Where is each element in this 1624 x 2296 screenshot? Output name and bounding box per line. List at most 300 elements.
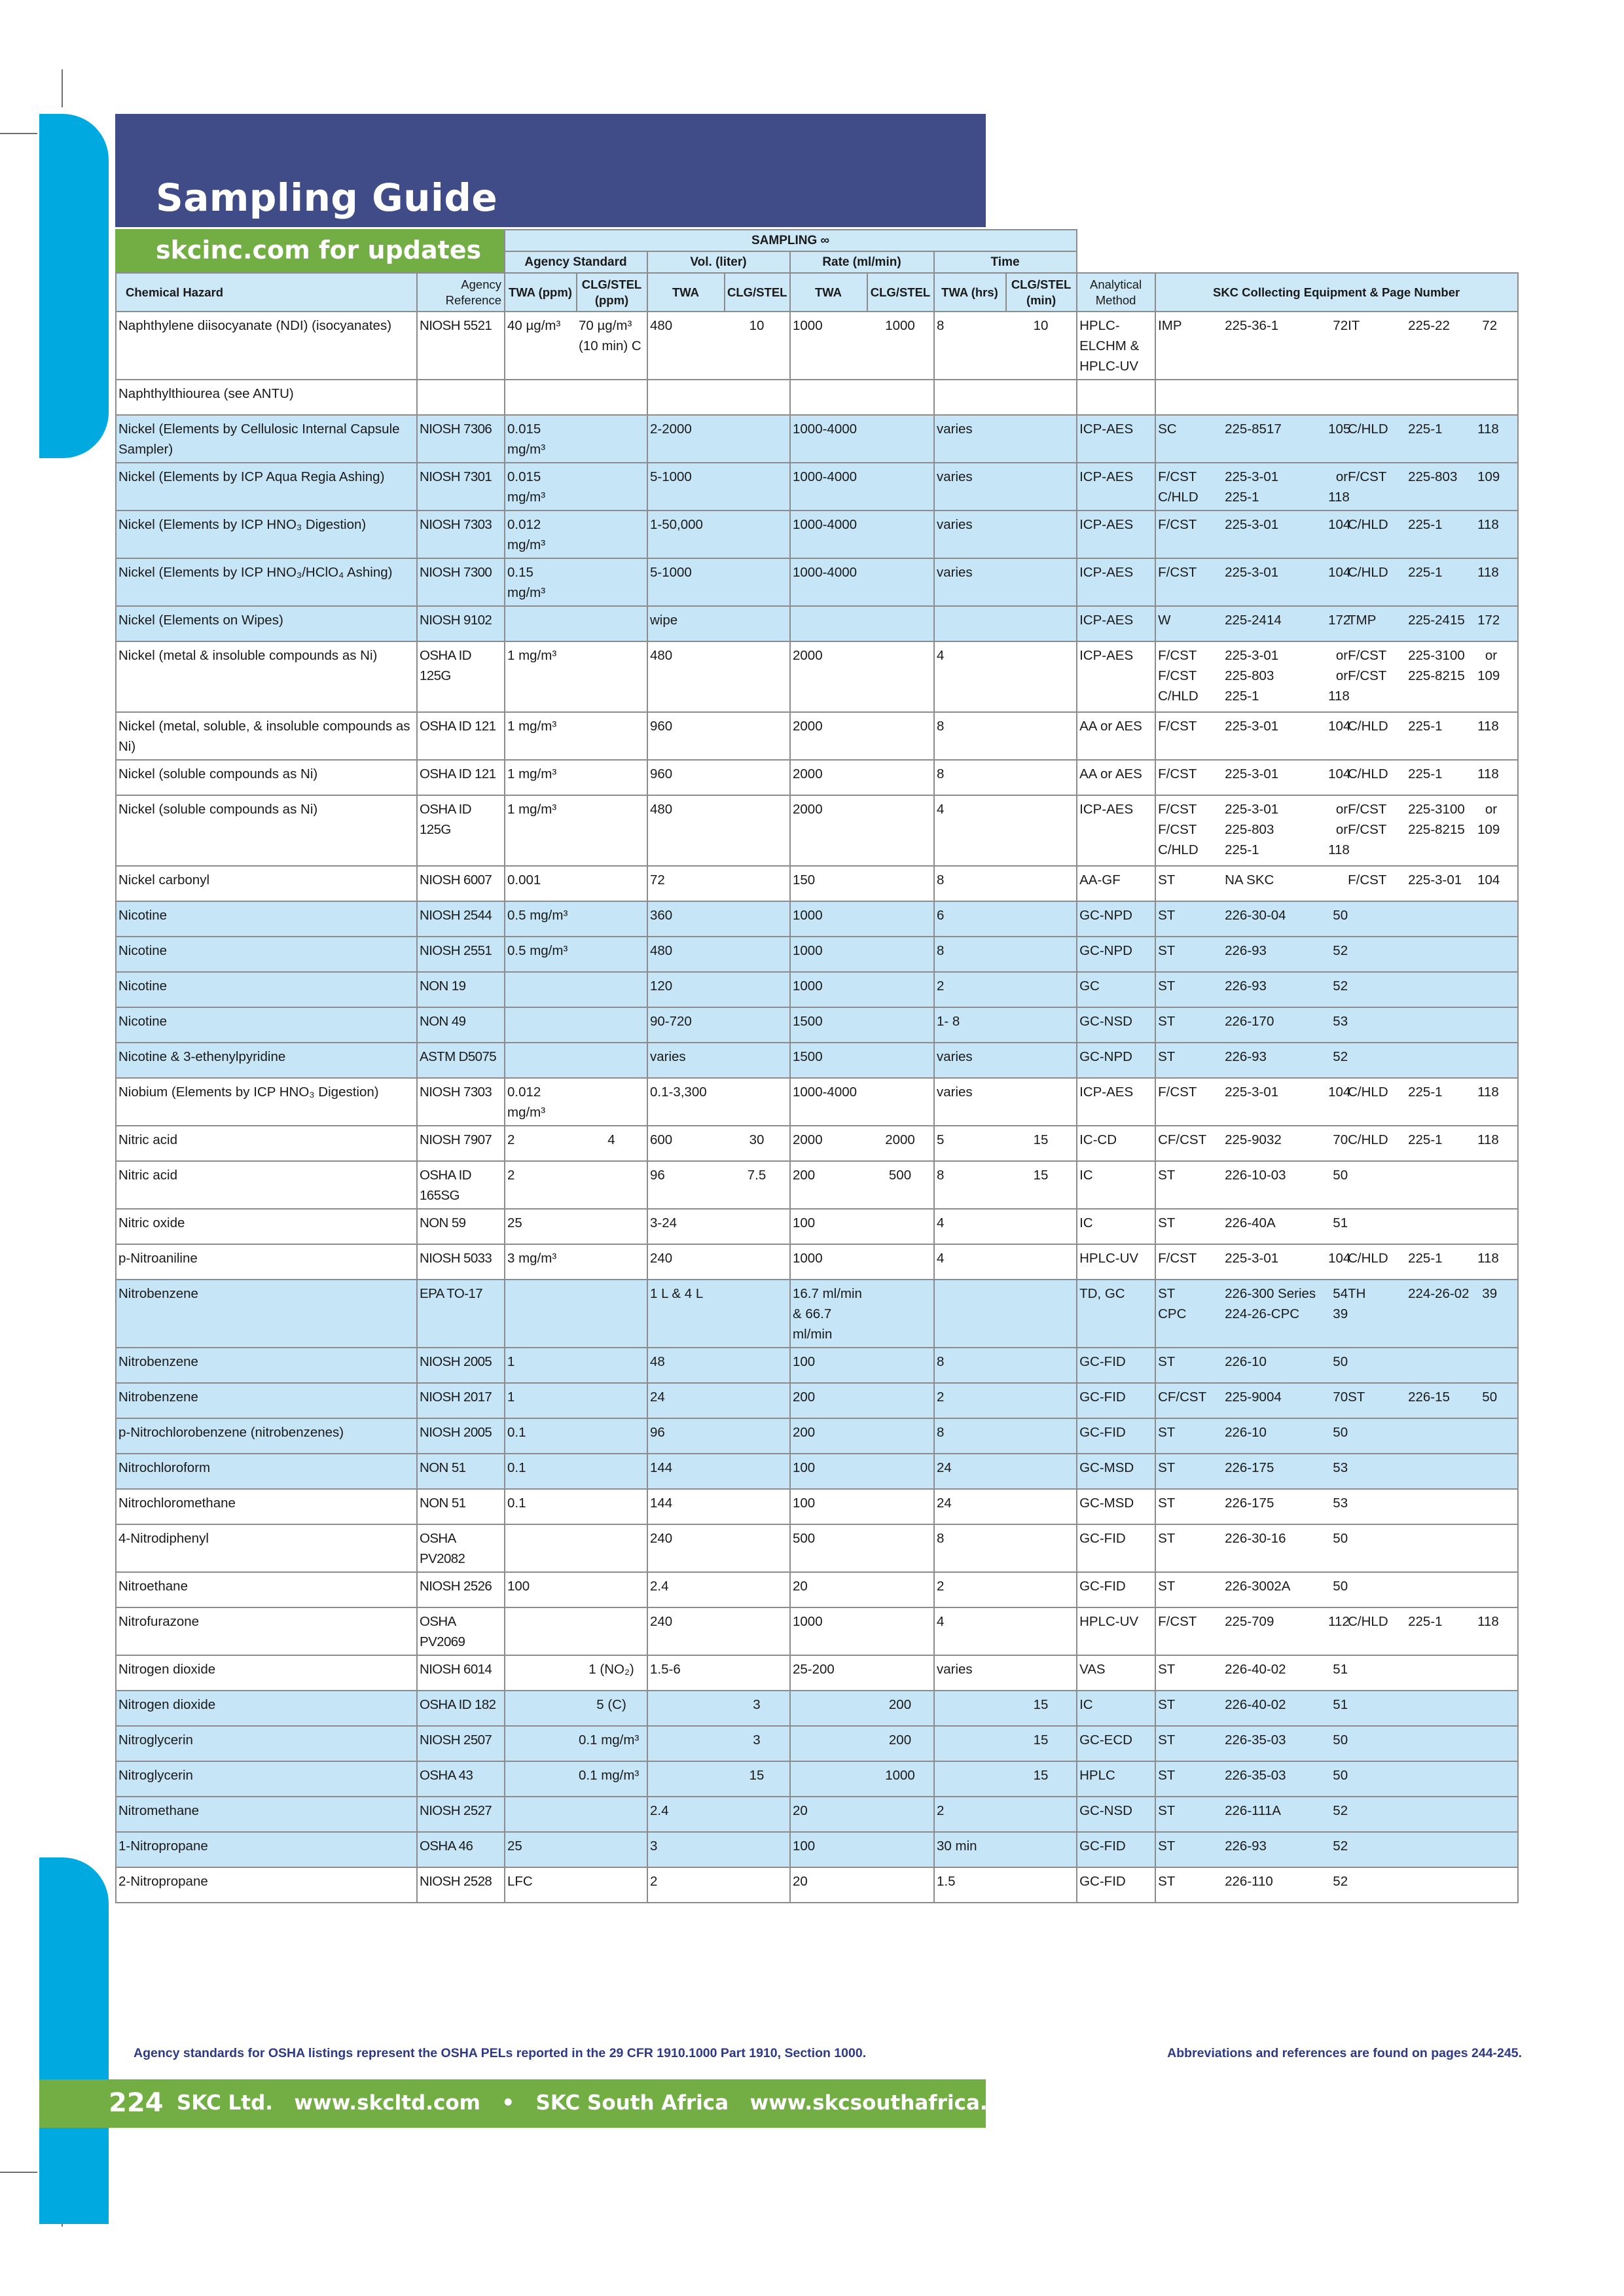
rate-clg-cell xyxy=(867,415,934,463)
time-twa-cell xyxy=(934,866,1006,901)
rate-clg-cell xyxy=(867,1524,934,1572)
skc-equipment-part xyxy=(1348,1352,1408,1372)
skc-equipment-part: 50 xyxy=(1333,1579,1348,1594)
time-twa-value: varies xyxy=(937,1085,973,1100)
time-twa-cell xyxy=(934,511,1006,558)
rate-twa-cell xyxy=(790,1043,867,1078)
skc-equipment-part: 226-10 xyxy=(1225,1425,1267,1440)
agency-standard-twa-cell xyxy=(505,1726,577,1761)
rate-clg-cell xyxy=(867,795,934,866)
skc-equipment-line xyxy=(1158,941,1511,961)
skc-equipment-part: ST xyxy=(1158,1496,1176,1511)
skc-equipment-cell xyxy=(1155,1832,1518,1867)
time-twa-value: 30 min xyxy=(937,1839,977,1854)
agency-standard-header: Agency Standard xyxy=(505,251,647,273)
volume-clg-cell xyxy=(725,1280,790,1348)
volume-twa-value: 48 xyxy=(650,1354,665,1369)
agency-standard-twa-cell xyxy=(505,1572,577,1607)
skc-equipment-part: 50 xyxy=(1333,1531,1348,1546)
agency-standard-twa-cell xyxy=(505,1761,577,1797)
skc-equipment-part xyxy=(1328,870,1348,890)
col-chemical-hazard: Chemical Hazard xyxy=(126,285,224,299)
rate-twa-value: 1000 xyxy=(793,318,823,333)
time-clg-cell xyxy=(1006,1209,1077,1244)
agency-reference-cell: NIOSH 2544 xyxy=(417,901,505,937)
skc-equipment-line xyxy=(1158,1458,1511,1478)
col-vol-twa: TWA xyxy=(672,285,700,299)
skc-equipment-line xyxy=(1158,840,1511,860)
col-vol-clg: CLG/STEL xyxy=(727,285,787,299)
volume-twa-value: 240 xyxy=(650,1251,673,1266)
skc-equipment-line xyxy=(1158,1082,1511,1102)
skc-equipment-part: 226-35-03 xyxy=(1225,1732,1286,1748)
skc-equipment-part xyxy=(1477,1422,1497,1443)
skc-equipment-part xyxy=(1348,1528,1408,1549)
skc-equipment-part: F/CST xyxy=(1158,766,1197,781)
agency-standard-clg-cell xyxy=(577,415,647,463)
volume-twa-cell xyxy=(647,463,725,511)
volume-clg-cell xyxy=(725,1454,790,1489)
skc-equipment-cell xyxy=(1155,1524,1518,1572)
skc-equipment-part xyxy=(1477,1730,1497,1750)
analytical-method-cell: VAS xyxy=(1077,1655,1155,1691)
volume-clg-cell xyxy=(725,463,790,511)
skc-equipment-part: 225-9004 xyxy=(1225,1390,1282,1405)
time-clg-cell xyxy=(1006,1726,1077,1761)
table-row xyxy=(116,1797,1518,1832)
agency-standard-twa-cell xyxy=(505,463,577,511)
volume-twa-cell xyxy=(647,1454,725,1489)
volume-twa-value: 72 xyxy=(650,872,665,888)
time-twa-cell xyxy=(934,1078,1006,1126)
chemical-hazard-cell: 2-Nitropropane xyxy=(116,1867,417,1903)
time-twa-cell xyxy=(934,641,1006,712)
skc-equipment-part xyxy=(1408,976,1477,996)
table-row xyxy=(116,1572,1518,1607)
skc-equipment-part: ST xyxy=(1158,943,1176,958)
rate-twa-cell xyxy=(790,380,867,415)
skc-equipment-part: 225-3-01 xyxy=(1225,1251,1279,1266)
time-clg-cell xyxy=(1006,1454,1077,1489)
volume-twa-cell xyxy=(647,1078,725,1126)
agency-reference-cell: NIOSH 2017 xyxy=(417,1383,505,1418)
agency-standard-twa-value: 0.012 mg/m³ xyxy=(507,517,546,552)
time-twa-cell xyxy=(934,1209,1006,1244)
time-twa-cell xyxy=(934,1832,1006,1867)
time-twa-value: 1- 8 xyxy=(937,1014,960,1029)
time-clg-value: 15 xyxy=(1033,1732,1049,1748)
rate-clg-cell xyxy=(867,1043,934,1078)
analytical-method-cell: GC-FID xyxy=(1077,1867,1155,1903)
skc-equipment-part: 118 xyxy=(1477,1614,1499,1629)
agency-standard-twa-cell xyxy=(505,1007,577,1043)
skc-equipment-part: TMP xyxy=(1348,613,1377,628)
skc-equipment-part: 118 xyxy=(1477,719,1499,734)
skc-equipment-line xyxy=(1158,1801,1511,1821)
rate-clg-cell xyxy=(867,463,934,511)
chemical-hazard-cell: Nitroglycerin xyxy=(116,1761,417,1797)
skc-equipment-part: ST xyxy=(1158,1697,1176,1712)
skc-equipment-part xyxy=(1477,1352,1497,1372)
volume-twa-cell xyxy=(647,1726,725,1761)
time-twa-value: 8 xyxy=(937,766,945,781)
rate-twa-value: 1000-4000 xyxy=(793,565,857,580)
rate-twa-cell xyxy=(790,901,867,937)
volume-twa-value: 5-1000 xyxy=(650,469,692,484)
time-twa-value: 8 xyxy=(937,1168,945,1183)
skc-equipment-line xyxy=(1158,1576,1511,1596)
time-twa-value: 1.5 xyxy=(937,1874,956,1889)
table-row xyxy=(116,1348,1518,1383)
agency-standard-clg-cell xyxy=(577,1761,647,1797)
skc-equipment-part: 225-1 xyxy=(1408,422,1443,437)
volume-clg-value: 3 xyxy=(753,1697,761,1712)
skc-equipment-part: 52 xyxy=(1333,943,1348,958)
volume-twa-cell xyxy=(647,558,725,606)
skc-equipment-part: 118 xyxy=(1328,842,1350,857)
chemical-hazard-cell: Nitroethane xyxy=(116,1572,417,1607)
agency-standard-twa-value: 0.1 xyxy=(507,1496,526,1511)
volume-twa-value: 96 xyxy=(650,1425,665,1440)
time-twa-cell xyxy=(934,1348,1006,1383)
rate-twa-value: 1000 xyxy=(793,1251,823,1266)
agency-standard-clg-cell xyxy=(577,558,647,606)
skc-equipment-cell xyxy=(1155,1867,1518,1903)
analytical-method-cell: ICP-AES xyxy=(1077,641,1155,712)
chemical-hazard-cell: Nickel (soluble compounds as Ni) xyxy=(116,760,417,795)
agency-standard-twa-cell xyxy=(505,511,577,558)
table-row xyxy=(116,901,1518,937)
chemical-hazard-cell: 4-Nitrodiphenyl xyxy=(116,1524,417,1572)
volume-twa-value: 24 xyxy=(650,1390,665,1405)
volume-clg-cell xyxy=(725,1832,790,1867)
time-twa-value: 4 xyxy=(937,1251,945,1266)
skc-equipment-part: 53 xyxy=(1333,1496,1348,1511)
agency-standard-clg-cell xyxy=(577,380,647,415)
chemical-hazard-cell: Nicotine xyxy=(116,972,417,1007)
agency-standard-clg-cell xyxy=(577,463,647,511)
time-twa-cell xyxy=(934,1043,1006,1078)
skc-equipment-part: 52 xyxy=(1333,1803,1348,1818)
volume-clg-cell xyxy=(725,380,790,415)
volume-clg-cell xyxy=(725,415,790,463)
skc-equipment-line xyxy=(1158,1011,1511,1031)
volume-clg-cell xyxy=(725,1655,790,1691)
skc-equipment-part: 104 xyxy=(1328,1251,1351,1266)
time-clg-cell xyxy=(1006,1867,1077,1903)
skc-equipment-part xyxy=(1348,1836,1408,1856)
table-row xyxy=(116,712,1518,760)
skc-equipment-part: 50 xyxy=(1333,1425,1348,1440)
analytical-method-cell: HPLC-UV xyxy=(1077,1607,1155,1655)
col-skc-equipment: SKC Collecting Equipment & Page Number xyxy=(1212,285,1460,299)
skc-equipment-part xyxy=(1477,1047,1497,1067)
agency-standard-clg-cell xyxy=(577,760,647,795)
skc-equipment-part: C/HLD xyxy=(1348,766,1388,781)
analytical-method-cell: AA or AES xyxy=(1077,760,1155,795)
rate-clg-cell xyxy=(867,606,934,641)
analytical-method-cell: GC-FID xyxy=(1077,1418,1155,1454)
time-twa-cell xyxy=(934,1691,1006,1726)
chemical-hazard-cell: Nickel (metal, soluble, & insoluble compounds as Ni) xyxy=(116,712,417,760)
skc-equipment-part: F/CST xyxy=(1348,648,1387,663)
agency-standard-twa-cell xyxy=(505,712,577,760)
analytical-method-cell: GC-ECD xyxy=(1077,1726,1155,1761)
rate-twa-value: 20 xyxy=(793,1874,808,1889)
volume-twa-value: 3-24 xyxy=(650,1215,677,1230)
volume-twa-value: 2-2000 xyxy=(650,422,692,437)
table-row xyxy=(116,795,1518,866)
agency-reference-cell: NIOSH 7303 xyxy=(417,511,505,558)
rate-clg-cell xyxy=(867,1454,934,1489)
rate-clg-cell xyxy=(867,712,934,760)
volume-twa-value: 96 xyxy=(650,1168,665,1183)
volume-twa-value: 1.5-6 xyxy=(650,1662,681,1677)
skc-equipment-part xyxy=(1408,1659,1477,1679)
skc-equipment-cell xyxy=(1155,1489,1518,1524)
skc-equipment-part: 225-803 xyxy=(1225,668,1274,683)
skc-equipment-part: CF/CST xyxy=(1158,1390,1207,1405)
skc-equipment-part: 225-3100 xyxy=(1408,648,1465,663)
skc-equipment-part: F/CST xyxy=(1158,822,1197,837)
volume-twa-cell xyxy=(647,1761,725,1797)
table-row xyxy=(116,641,1518,712)
skc-equipment-part: F/CST xyxy=(1158,802,1197,817)
skc-equipment-part xyxy=(1477,1695,1497,1715)
volume-twa-value: 5-1000 xyxy=(650,565,692,580)
skc-equipment-part xyxy=(1348,1165,1408,1185)
rate-twa-value: 500 xyxy=(793,1531,816,1546)
rate-twa-value: 1000-4000 xyxy=(793,1085,857,1100)
volume-twa-cell xyxy=(647,1655,725,1691)
skc-equipment-part: 225-1 xyxy=(1408,517,1443,532)
analytical-method-cell: AA or AES xyxy=(1077,712,1155,760)
agency-standard-clg-cell xyxy=(577,1280,647,1348)
skc-equipment-part xyxy=(1408,1011,1477,1031)
skc-equipment-part: 172 xyxy=(1328,613,1351,628)
skc-equipment-part: 225-9032 xyxy=(1225,1132,1282,1147)
agency-standard-twa-value: 1 xyxy=(507,1390,515,1405)
skc-equipment-part: 118 xyxy=(1328,689,1350,704)
chemical-hazard-cell: Nickel (soluble compounds as Ni) xyxy=(116,795,417,866)
time-twa-cell xyxy=(934,415,1006,463)
col-analytical-method: Analytical Method xyxy=(1077,273,1155,312)
skc-equipment-cell xyxy=(1155,641,1518,712)
skc-equipment-part: 225-2415 xyxy=(1408,613,1465,628)
time-clg-cell xyxy=(1006,558,1077,606)
rate-clg-value: 2000 xyxy=(885,1132,915,1147)
volume-twa-cell xyxy=(647,415,725,463)
time-twa-cell xyxy=(934,1524,1006,1572)
volume-clg-cell xyxy=(725,1761,790,1797)
skc-equipment-part xyxy=(1408,686,1477,706)
table-body xyxy=(116,312,1518,1903)
agency-standard-clg-value: 70 µg/m³ (10 min) C xyxy=(579,318,641,353)
updates-link[interactable]: skcinc.com for updates xyxy=(156,236,482,264)
volume-twa-cell xyxy=(647,1244,725,1280)
skc-equipment-part xyxy=(1408,1493,1477,1513)
col-twa-ppm: TWA (ppm) xyxy=(509,285,572,299)
table-row xyxy=(116,463,1518,511)
rate-twa-cell xyxy=(790,1383,867,1418)
chemical-hazard-cell: Nitrogen dioxide xyxy=(116,1691,417,1726)
time-twa-cell xyxy=(934,380,1006,415)
volume-clg-cell xyxy=(725,760,790,795)
skc-equipment-cell xyxy=(1155,1244,1518,1280)
skc-equipment-part: or xyxy=(1335,802,1348,817)
agency-standard-clg-cell xyxy=(577,1832,647,1867)
skc-equipment-part: F/CST xyxy=(1158,1251,1197,1266)
volume-twa-value: 2.4 xyxy=(650,1579,669,1594)
table-row xyxy=(116,1280,1518,1348)
rate-clg-cell xyxy=(867,641,934,712)
side-tab-bottom xyxy=(39,1857,109,2224)
skc-equipment-part: C/HLD xyxy=(1348,422,1388,437)
skc-equipment-part: C/HLD xyxy=(1158,490,1199,505)
analytical-method-cell: GC-MSD xyxy=(1077,1489,1155,1524)
time-twa-cell xyxy=(934,712,1006,760)
agency-standard-clg-cell xyxy=(577,1572,647,1607)
skc-equipment-part: IMP xyxy=(1158,318,1182,333)
skc-equipment-part: SC xyxy=(1158,422,1177,437)
rate-clg-cell xyxy=(867,1797,934,1832)
agency-standard-clg-cell xyxy=(577,712,647,760)
skc-equipment-part xyxy=(1408,1871,1477,1892)
table-row xyxy=(116,1607,1518,1655)
skc-equipment-line xyxy=(1158,419,1511,439)
skc-equipment-part: 225-8517 xyxy=(1225,422,1282,437)
rate-twa-cell xyxy=(790,1524,867,1572)
rate-twa-value: 1000 xyxy=(793,908,823,923)
time-twa-value: 8 xyxy=(937,943,945,958)
skc-equipment-part xyxy=(1408,1352,1477,1372)
volume-twa-value: 0.1-3,300 xyxy=(650,1085,707,1100)
skc-equipment-part: ST xyxy=(1158,1803,1176,1818)
agency-reference-cell: OSHA ID 125G xyxy=(417,641,505,712)
skc-equipment-part xyxy=(1408,1528,1477,1549)
time-twa-cell xyxy=(934,760,1006,795)
col-clg-stel-ppm: CLG/STEL (ppm) xyxy=(581,278,642,307)
volume-twa-value: 240 xyxy=(650,1614,673,1629)
footer-links[interactable]: SKC Ltd. www.skcltd.com • SKC South Africa www.skcsouthafrica.co.za xyxy=(177,2091,1047,2115)
rate-clg-cell xyxy=(867,1348,934,1383)
analytical-method-cell: HPLC-ELCHM & HPLC-UV xyxy=(1077,312,1155,380)
time-clg-cell xyxy=(1006,901,1077,937)
side-tab-top xyxy=(39,114,109,458)
volume-twa-cell xyxy=(647,866,725,901)
skc-equipment-line xyxy=(1158,870,1511,890)
skc-equipment-part: 50 xyxy=(1333,1732,1348,1748)
time-twa-value: varies xyxy=(937,517,973,532)
analytical-method-cell: ICP-AES xyxy=(1077,558,1155,606)
agency-standard-twa-cell xyxy=(505,1043,577,1078)
col-rate-clg: CLG/STEL xyxy=(870,285,931,299)
skc-equipment-cell xyxy=(1155,1726,1518,1761)
time-twa-cell xyxy=(934,1867,1006,1903)
time-twa-value: varies xyxy=(937,422,973,437)
chemical-hazard-cell: Nitromethane xyxy=(116,1797,417,1832)
chemical-hazard-cell: Nitric acid xyxy=(116,1161,417,1209)
rate-clg-value: 1000 xyxy=(885,318,915,333)
agency-standard-twa-value: 2 xyxy=(507,1168,515,1183)
rate-twa-cell xyxy=(790,1161,867,1209)
skc-equipment-part xyxy=(1477,1165,1497,1185)
agency-standard-twa-value: 1 mg/m³ xyxy=(507,648,557,663)
agency-standard-clg-cell xyxy=(577,1655,647,1691)
chemical-hazard-cell: Naphthylthiourea (see ANTU) xyxy=(116,380,417,415)
volume-clg-value: 10 xyxy=(749,318,765,333)
rate-twa-value: 1000 xyxy=(793,978,823,994)
agency-standard-twa-cell xyxy=(505,1454,577,1489)
agency-standard-clg-cell xyxy=(577,312,647,380)
skc-equipment-part: F/CST xyxy=(1158,517,1197,532)
rate-twa-value: 1000-4000 xyxy=(793,469,857,484)
volume-twa-cell xyxy=(647,972,725,1007)
rate-clg-cell xyxy=(867,1209,934,1244)
skc-equipment-part: or xyxy=(1335,822,1348,837)
agency-standard-clg-value: 4 xyxy=(607,1132,615,1147)
table-row xyxy=(116,1691,1518,1726)
agency-standard-twa-value: 0.015 mg/m³ xyxy=(507,422,546,457)
time-twa-value: 8 xyxy=(937,1531,945,1546)
skc-equipment-part: 225-3-01 xyxy=(1225,565,1279,580)
skc-equipment-part: 225-1 xyxy=(1225,490,1259,505)
rate-twa-cell xyxy=(790,641,867,712)
skc-equipment-line xyxy=(1158,1283,1511,1304)
volume-twa-value: 120 xyxy=(650,978,673,994)
rate-twa-value: 200 xyxy=(793,1425,816,1440)
skc-equipment-line xyxy=(1158,1836,1511,1856)
skc-equipment-part: TH xyxy=(1348,1286,1366,1301)
skc-equipment-part xyxy=(1348,1576,1408,1596)
time-clg-value: 15 xyxy=(1033,1132,1049,1147)
volume-twa-value: 2.4 xyxy=(650,1803,669,1818)
rate-twa-value: 100 xyxy=(793,1215,816,1230)
volume-clg-cell xyxy=(725,1209,790,1244)
skc-equipment-part: 226-40A xyxy=(1225,1215,1276,1230)
rate-clg-cell xyxy=(867,1383,934,1418)
agency-reference-cell xyxy=(417,380,505,415)
analytical-method-cell: HPLC xyxy=(1077,1761,1155,1797)
time-clg-cell xyxy=(1006,1607,1077,1655)
agency-reference-cell: NIOSH 2005 xyxy=(417,1348,505,1383)
analytical-method-cell: IC xyxy=(1077,1691,1155,1726)
rate-clg-cell xyxy=(867,380,934,415)
time-clg-cell xyxy=(1006,1524,1077,1572)
table-row xyxy=(116,1043,1518,1078)
chemical-hazard-cell: 1-Nitropropane xyxy=(116,1832,417,1867)
skc-equipment-part: 50 xyxy=(1333,1768,1348,1783)
title-banner xyxy=(115,114,986,227)
sampling-table xyxy=(115,229,1519,1903)
time-twa-cell xyxy=(934,1280,1006,1348)
volume-twa-cell xyxy=(647,1280,725,1348)
agency-standard-clg-cell xyxy=(577,1043,647,1078)
agency-reference-cell: NON 51 xyxy=(417,1454,505,1489)
rate-twa-cell xyxy=(790,1418,867,1454)
rate-twa-value: 2000 xyxy=(793,648,823,663)
rate-twa-cell xyxy=(790,558,867,606)
volume-clg-value: 15 xyxy=(749,1768,765,1783)
skc-equipment-part xyxy=(1408,487,1477,507)
rate-clg-cell xyxy=(867,1761,934,1797)
agency-reference-cell: NIOSH 7306 xyxy=(417,415,505,463)
skc-equipment-line xyxy=(1158,1659,1511,1679)
skc-equipment-part xyxy=(1348,1659,1408,1679)
volume-twa-cell xyxy=(647,1489,725,1524)
skc-equipment-part xyxy=(1477,1765,1497,1785)
agency-standard-twa-cell xyxy=(505,1383,577,1418)
